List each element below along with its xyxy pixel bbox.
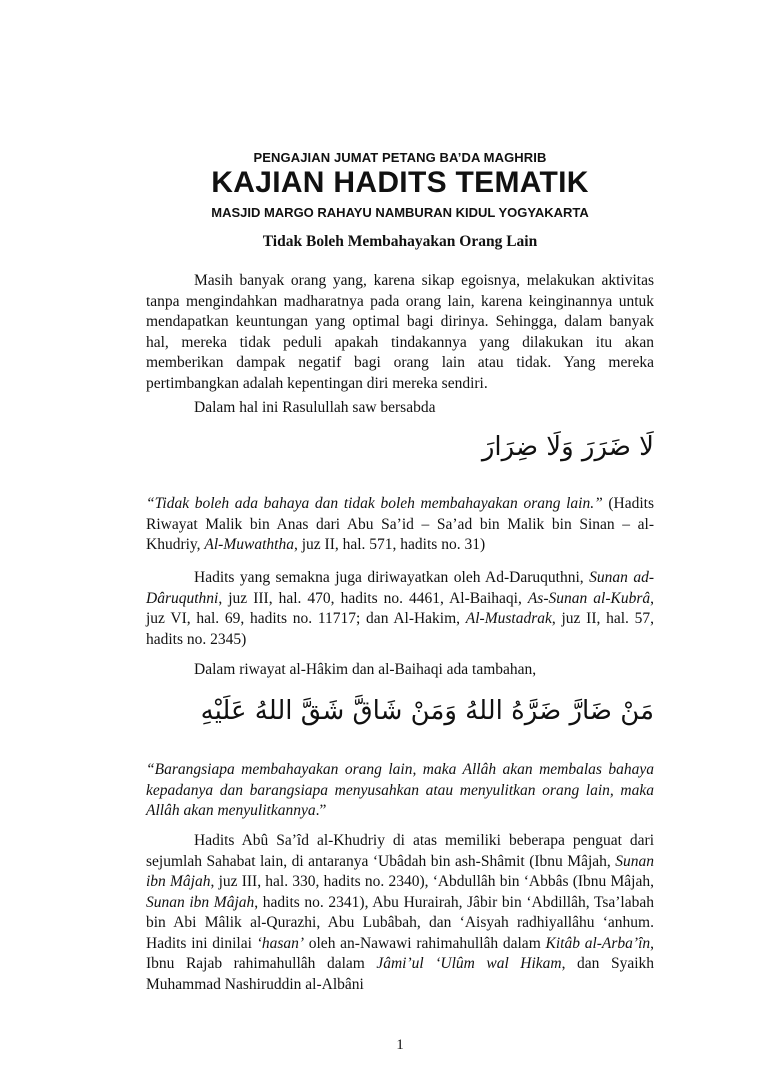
section-subtitle: Tidak Boleh Membahayakan Orang Lain — [262, 233, 538, 250]
paragraph-hadith-translation — [146, 494, 654, 556]
book-title: Jâmi’ul ‘Ulûm wal Hikam — [376, 955, 562, 972]
text-segment: , juz III, hal. 330, hadits no. 2340), ‘Abdullâh bin ‘Abbâs (Ibnu Mâjah, — [210, 873, 654, 890]
text-segment: , dan Syaikh Muhammad Nashiruddin al-Albâni — [146, 955, 655, 993]
book-title: As-Sunan al-Kubrâ — [527, 589, 651, 607]
text-segment: , Ibnu Rajab rahimahullâh dalam — [146, 934, 655, 972]
book-title: Sunan ad-Dâruquthni — [146, 569, 654, 607]
paragraph-intro: Masih banyak orang yang, karena sikap egoisnya, melakukan aktivitas tanpa mengindahkan madharatnya pada orang lain, karena keinginannya untuk mendapatkan keuntungan yang optimal bagi dirinya. Sehingga, dalam banyak hal, mereka tidak peduli apakah tindakannya yang dilakukan itu akan memberikan dampak negatif bagi orang lain atau tidak. Yang mereka pertimbangkan adalah kepentingan diri mereka sendiri. — [146, 272, 654, 392]
book-title: Al-Muwaththa — [204, 536, 294, 553]
header-location: MASJID MARGO RAHAYU NAMBURAN KIDUL YOGYAKARTA — [211, 205, 589, 220]
page-number: 1 — [396, 1037, 404, 1053]
hadith-source-text: (Hadits Riwayat Malik bin Anas dari Abu Sa’id – Sa’ad bin Malik bin Sinan – al-Khudriy, — [146, 495, 655, 553]
text-segment: oleh an-Nawawi rahimahullâh dalam — [304, 934, 546, 952]
arabic-addition-text: مَنْ ضَارَّ ضَرَّهُ اللهُ وَمَنْ شَاقَّ شَقَّ اللهُ عَلَيْهِ — [200, 696, 654, 726]
text-segment: , hadits no. 2341), Abu Hurairah, Jâbir bin ‘Abdillâh, Tsa’labah bin Abi Mâlik al-Qurazhi, Abu Lubâbah, dan ‘Aisyah radhiyallâhu ‘anhum. Hadits ini dinilai — [146, 893, 654, 952]
arabic-hadith-text: لَا ضَرَرَ وَلَا ضِرَارَ — [481, 432, 654, 462]
text-segment: , juz II, hal. 57, hadits no. 2345) — [146, 610, 655, 648]
quote-end: .” — [315, 802, 327, 819]
hadith-grade: ‘hasan’ — [256, 934, 305, 952]
paragraph-addition-lead: Dalam riwayat al-Hâkim dan al-Baihaqi ada tambahan, — [194, 661, 537, 678]
document-title: KAJIAN HADITS TEMATIK — [211, 166, 589, 199]
hadith-source-ref: , juz II, hal. 571, hadits no. 31) — [293, 536, 486, 553]
text-segment: Hadits yang semakna juga diriwayatkan oleh Ad-Daruquthni, — [194, 569, 590, 586]
addition-translation-quote: “Barangsiapa membahayakan orang lain, maka Allâh akan membalas bahaya kepadanya dan barangsiapa menyusahkan atau menyulitkan orang lain, maka Allâh akan menyulitkannya — [146, 761, 654, 819]
paragraph-hadith-lead: Dalam hal ini Rasulullah saw bersabda — [194, 399, 436, 416]
book-title: Sunan ibn Mâjah — [146, 852, 654, 890]
paragraph-addition-translation — [146, 760, 654, 822]
header-line-1: PENGAJIAN JUMAT PETANG BA’DA MAGHRIB — [253, 150, 547, 165]
book-title: Sunan ibn Mâjah — [146, 893, 255, 911]
text-segment: Hadits Abû Sa’îd al-Khudriy di atas memiliki beberapa penguat dari sejumlah Sahabat lain, di antaranya ‘Ubâdah bin ash-Shâmit (Ibnu Mâjah, — [146, 832, 654, 870]
book-title: Al-Mustadrak — [465, 610, 552, 627]
paragraph-similar-narrations — [146, 568, 654, 650]
hadith-translation-quote: “Tidak boleh ada bahaya dan tidak boleh membahayakan orang lain.” — [146, 495, 603, 512]
paragraph-supporting-narrations — [146, 831, 654, 995]
text-segment: , juz III, hal. 470, hadits no. 4461, Al-Baihaqi, — [218, 589, 528, 607]
text-segment: , juz VI, hal. 69, hadits no. 11717; dan Al-Hakim, — [146, 589, 654, 627]
book-title: Kitâb al-Arba’în — [545, 934, 651, 952]
